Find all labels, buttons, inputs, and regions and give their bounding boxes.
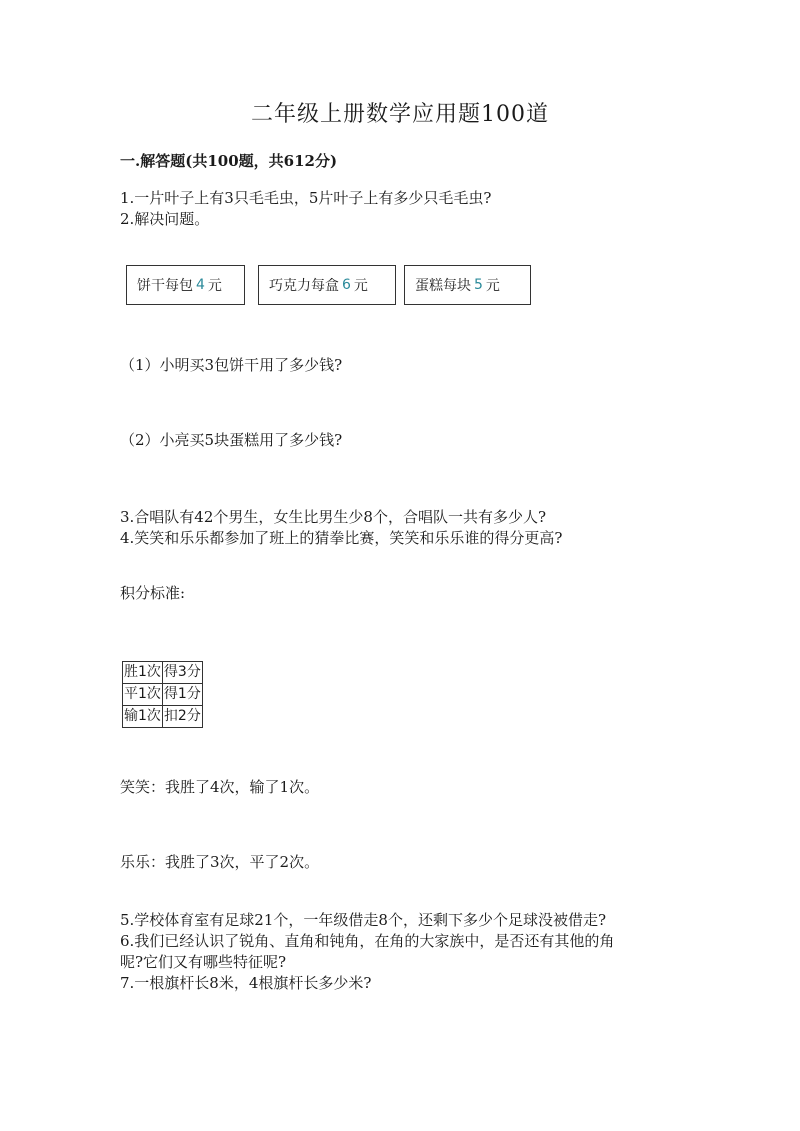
question-1: 1.一片叶子上有3只毛毛虫，5片叶子上有多少只毛毛虫? [120,189,492,207]
price-box-biscuit [126,265,245,305]
table-cell: 扣2分 [162,706,202,728]
question-6-line-2: 呢?它们又有哪些特征呢? [120,953,287,971]
table-row [123,684,203,706]
price-box-label: 巧克力每盒 [269,278,339,294]
page-title: 二年级上册数学应用题100道 [251,102,549,127]
question-2-sub-1: （1）小明买3包饼干用了多少钱? [120,356,343,374]
price-box-unit: 元 [353,278,368,294]
section-heading: 一.解答题(共100题，共612分) [120,152,338,170]
question-6-line-1: 6.我们已经认识了锐角、直角和钝角，在角的大家族中，是否还有其他的角 [120,932,615,950]
table-cell: 得1分 [162,684,202,706]
question-2-sub-2: （2）小亮买5块蛋糕用了多少钱? [120,431,343,449]
question-4: 4.笑笑和乐乐都参加了班上的猜拳比赛，笑笑和乐乐谁的得分更高? [120,529,563,547]
price-box-label: 饼干每包 [137,278,193,294]
table-cell: 得3分 [162,662,202,684]
price-box-number: 5 [474,277,483,293]
price-box-chocolate [258,265,396,305]
question-7: 7.一根旗杆长8米，4根旗杆长多少米? [120,974,372,992]
price-box-label: 蛋糕每块 [415,278,471,294]
score-rule-label: 积分标准: [120,584,186,602]
table-cell: 平1次 [123,684,163,706]
lele-statement: 乐乐：我胜了3次，平了2次。 [120,853,320,871]
xiaoxiao-statement: 笑笑：我胜了4次，输了1次。 [120,778,320,796]
price-box-number: 6 [342,277,351,293]
table-cell: 胜1次 [123,662,163,684]
price-box-number: 4 [196,277,205,293]
question-5: 5.学校体育室有足球21个，一年级借走8个，还剩下多少个足球没被借走? [120,911,606,929]
table-row [123,706,203,728]
price-box-cake [404,265,531,305]
question-3: 3.合唱队有42个男生，女生比男生少8个，合唱队一共有多少人? [120,508,546,526]
price-box-unit: 元 [485,278,500,294]
table-cell: 输1次 [123,706,163,728]
score-table [122,661,203,728]
table-row [123,662,203,684]
price-box-unit: 元 [207,278,222,294]
question-2: 2.解决问题。 [120,210,210,228]
